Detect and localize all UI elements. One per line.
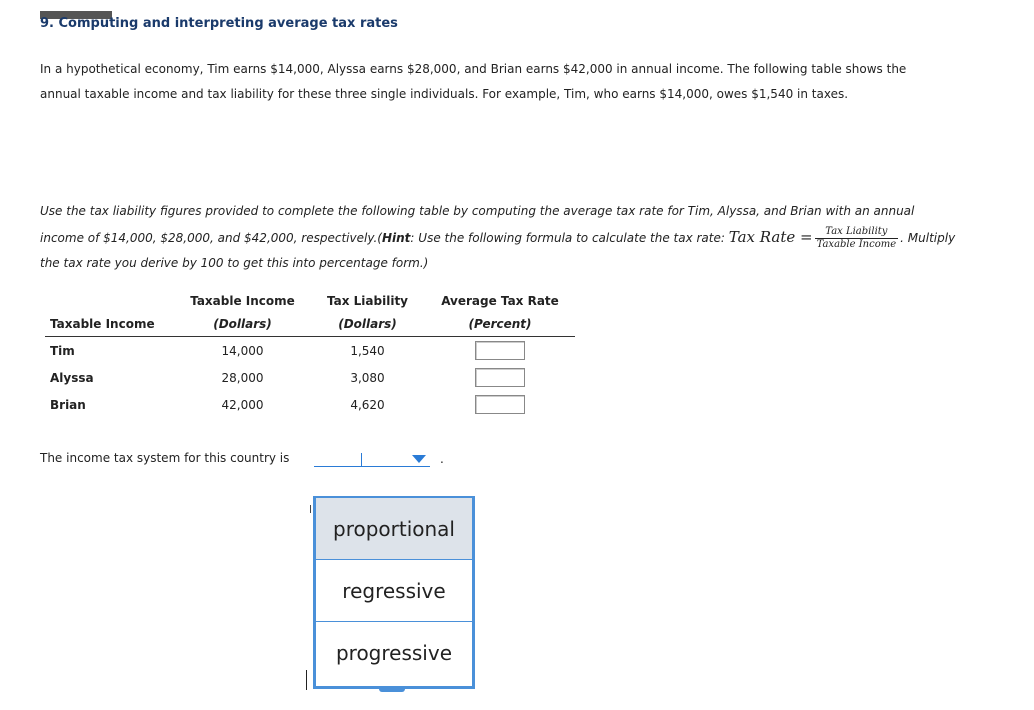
instruction-line-1: Use the tax liability figures provided to complete the following table by computing the average tax rate for Tim, Alyssa, and Brian with an annual [40, 204, 915, 218]
row-liability: 3,080 [350, 370, 385, 385]
row-rate-cell [425, 391, 575, 418]
row-rate-cell [425, 337, 575, 365]
sentence-period: . [440, 452, 444, 466]
instruction-text: : Use the following formula to calculate the tax rate: [410, 231, 729, 245]
question-title: 9. Computing and interpreting average tax rates [40, 16, 398, 31]
table-row [45, 391, 575, 418]
header-col1-top [45, 290, 175, 312]
instruction-line-2 [40, 224, 1030, 250]
header-percent: (Percent) [425, 312, 575, 337]
option-regressive[interactable]: regressive [316, 560, 472, 622]
intro-paragraph [40, 57, 906, 107]
row-income: 42,000 [221, 397, 264, 412]
intro-line-1: In a hypothetical economy, Tim earns $14,000, Alyssa earns $28,000, and Brian earns $42,000 in annual income. The following table shows the [40, 62, 907, 76]
row-liability: 4,620 [350, 397, 385, 412]
header-average-tax-rate: Average Tax Rate [441, 294, 559, 308]
dropdown-divider [361, 453, 362, 466]
tax-system-dropdown[interactable] [314, 449, 430, 467]
tim-rate-input[interactable] [475, 341, 525, 360]
row-name: Alyssa [50, 370, 94, 385]
header-dollars: (Dollars) [310, 312, 425, 337]
dropdown-menu [313, 496, 475, 689]
row-name: Brian [50, 397, 86, 412]
option-progressive[interactable]: progressive [335, 641, 453, 665]
formula-fraction [815, 226, 899, 251]
formula-denominator: Taxable Income [816, 239, 897, 250]
hint-label: Hint [381, 231, 411, 245]
table-row [45, 364, 575, 391]
row-liability: 1,540 [350, 343, 385, 358]
header-dollars: (Dollars) [175, 312, 310, 337]
row-name: Tim [50, 343, 75, 358]
instruction-text: income of $14,000, $28,000, and $42,000, respectively.( [40, 231, 382, 245]
header-taxable-income-label: Taxable Income [45, 312, 175, 337]
intro-line-2: annual taxable income and tax liability for these three single individuals. For example, Tim, who earns $14,000, owes $1,540 in taxes. [40, 87, 849, 101]
tax-table [45, 290, 575, 418]
header-tax-liability: Tax Liability [327, 294, 408, 308]
row-rate-cell [425, 364, 575, 391]
option-proportional[interactable]: proportional [316, 498, 472, 560]
header-taxable-income: Taxable Income [190, 294, 295, 308]
chevron-down-icon[interactable] [412, 455, 426, 463]
mouse-cursor [306, 670, 307, 690]
row-income: 28,000 [221, 370, 264, 385]
menu-bottom-tab [379, 687, 405, 692]
instruction-paragraph [40, 198, 1030, 276]
text-cursor-mark [310, 505, 311, 513]
brian-rate-input[interactable] [475, 395, 525, 414]
row-income: 14,000 [221, 343, 264, 358]
instruction-line-3: the tax rate you derive by 100 to get this into percentage form.) [40, 256, 429, 270]
table-row [45, 337, 575, 365]
formula-numerator: Tax Liability [815, 226, 899, 239]
tax-system-sentence: The income tax system for this country is [40, 451, 290, 465]
alyssa-rate-input[interactable] [475, 368, 525, 387]
formula-lhs: Tax Rate = [728, 228, 813, 246]
instruction-text: . Multiply [900, 231, 956, 245]
